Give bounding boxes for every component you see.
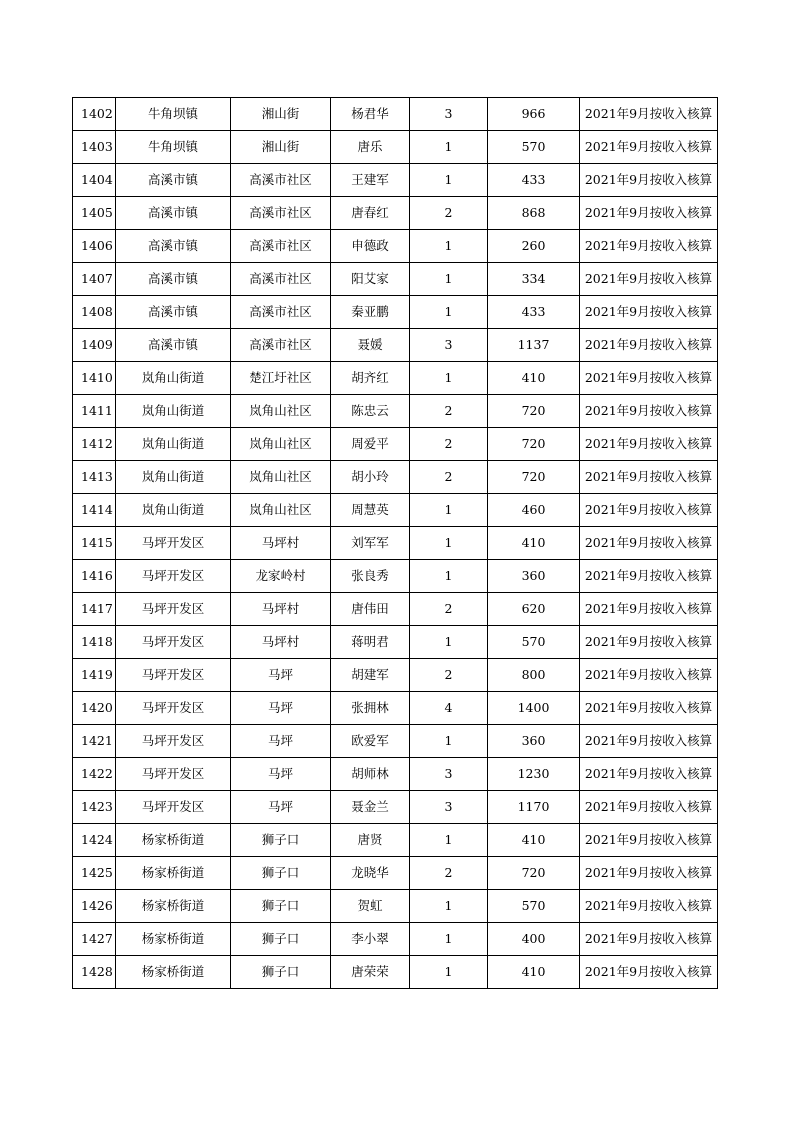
community-cell: 高溪市社区 xyxy=(231,263,331,296)
town-cell: 马坪开发区 xyxy=(116,692,231,725)
note-cell: 2021年9月按收入核算 xyxy=(580,923,718,956)
note-cell: 2021年9月按收入核算 xyxy=(580,857,718,890)
town-cell: 岚角山街道 xyxy=(116,461,231,494)
amount-cell: 570 xyxy=(488,890,580,923)
table-row xyxy=(73,494,718,527)
table-row xyxy=(73,560,718,593)
table-row xyxy=(73,296,718,329)
table-row xyxy=(73,593,718,626)
community-cell: 狮子口 xyxy=(231,923,331,956)
town-cell: 高溪市镇 xyxy=(116,164,231,197)
table-row xyxy=(73,758,718,791)
town-cell: 杨家桥街道 xyxy=(116,956,231,989)
note-cell: 2021年9月按收入核算 xyxy=(580,593,718,626)
records-table-body xyxy=(73,98,718,989)
household-size-cell: 1 xyxy=(410,560,488,593)
person-name-cell: 杨君华 xyxy=(331,98,410,131)
household-size-cell: 2 xyxy=(410,857,488,890)
record-number-cell: 1404 xyxy=(73,164,116,197)
note-cell: 2021年9月按收入核算 xyxy=(580,659,718,692)
note-cell: 2021年9月按收入核算 xyxy=(580,626,718,659)
record-number-cell: 1428 xyxy=(73,956,116,989)
community-cell: 高溪市社区 xyxy=(231,197,331,230)
community-cell: 龙家岭村 xyxy=(231,560,331,593)
town-cell: 马坪开发区 xyxy=(116,725,231,758)
record-number-cell: 1413 xyxy=(73,461,116,494)
town-cell: 马坪开发区 xyxy=(116,791,231,824)
town-cell: 马坪开发区 xyxy=(116,593,231,626)
record-number-cell: 1410 xyxy=(73,362,116,395)
person-name-cell: 唐乐 xyxy=(331,131,410,164)
community-cell: 狮子口 xyxy=(231,824,331,857)
note-cell: 2021年9月按收入核算 xyxy=(580,494,718,527)
community-cell: 岚角山社区 xyxy=(231,428,331,461)
person-name-cell: 唐伟田 xyxy=(331,593,410,626)
household-size-cell: 2 xyxy=(410,197,488,230)
community-cell: 马坪村 xyxy=(231,626,331,659)
record-number-cell: 1405 xyxy=(73,197,116,230)
person-name-cell: 王建军 xyxy=(331,164,410,197)
table-row xyxy=(73,131,718,164)
household-size-cell: 3 xyxy=(410,98,488,131)
amount-cell: 720 xyxy=(488,857,580,890)
community-cell: 马坪村 xyxy=(231,527,331,560)
note-cell: 2021年9月按收入核算 xyxy=(580,824,718,857)
household-size-cell: 1 xyxy=(410,956,488,989)
person-name-cell: 聂媛 xyxy=(331,329,410,362)
person-name-cell: 张拥林 xyxy=(331,692,410,725)
community-cell: 马坪 xyxy=(231,692,331,725)
table-row xyxy=(73,725,718,758)
amount-cell: 570 xyxy=(488,131,580,164)
person-name-cell: 贺虹 xyxy=(331,890,410,923)
note-cell: 2021年9月按收入核算 xyxy=(580,164,718,197)
record-number-cell: 1407 xyxy=(73,263,116,296)
community-cell: 高溪市社区 xyxy=(231,296,331,329)
person-name-cell: 周爱平 xyxy=(331,428,410,461)
person-name-cell: 秦亚鹏 xyxy=(331,296,410,329)
note-cell: 2021年9月按收入核算 xyxy=(580,692,718,725)
community-cell: 马坪村 xyxy=(231,593,331,626)
amount-cell: 410 xyxy=(488,956,580,989)
person-name-cell: 胡建军 xyxy=(331,659,410,692)
note-cell: 2021年9月按收入核算 xyxy=(580,527,718,560)
town-cell: 马坪开发区 xyxy=(116,758,231,791)
table-row xyxy=(73,527,718,560)
community-cell: 马坪 xyxy=(231,791,331,824)
person-name-cell: 周慧英 xyxy=(331,494,410,527)
person-name-cell: 刘军军 xyxy=(331,527,410,560)
household-size-cell: 1 xyxy=(410,164,488,197)
town-cell: 杨家桥街道 xyxy=(116,857,231,890)
note-cell: 2021年9月按收入核算 xyxy=(580,362,718,395)
amount-cell: 433 xyxy=(488,296,580,329)
household-size-cell: 1 xyxy=(410,923,488,956)
table-row xyxy=(73,164,718,197)
table-row xyxy=(73,395,718,428)
note-cell: 2021年9月按收入核算 xyxy=(580,758,718,791)
household-size-cell: 2 xyxy=(410,461,488,494)
person-name-cell: 胡师林 xyxy=(331,758,410,791)
town-cell: 马坪开发区 xyxy=(116,626,231,659)
person-name-cell: 陈忠云 xyxy=(331,395,410,428)
record-number-cell: 1425 xyxy=(73,857,116,890)
town-cell: 牛角坝镇 xyxy=(116,98,231,131)
amount-cell: 1230 xyxy=(488,758,580,791)
record-number-cell: 1412 xyxy=(73,428,116,461)
table-row xyxy=(73,857,718,890)
household-size-cell: 1 xyxy=(410,725,488,758)
household-size-cell: 1 xyxy=(410,527,488,560)
record-number-cell: 1418 xyxy=(73,626,116,659)
table-row xyxy=(73,956,718,989)
community-cell: 岚角山社区 xyxy=(231,494,331,527)
note-cell: 2021年9月按收入核算 xyxy=(580,131,718,164)
household-size-cell: 1 xyxy=(410,230,488,263)
record-number-cell: 1424 xyxy=(73,824,116,857)
community-cell: 湘山街 xyxy=(231,98,331,131)
town-cell: 高溪市镇 xyxy=(116,230,231,263)
household-size-cell: 1 xyxy=(410,131,488,164)
note-cell: 2021年9月按收入核算 xyxy=(580,395,718,428)
town-cell: 牛角坝镇 xyxy=(116,131,231,164)
record-number-cell: 1406 xyxy=(73,230,116,263)
household-size-cell: 1 xyxy=(410,494,488,527)
household-size-cell: 1 xyxy=(410,824,488,857)
household-size-cell: 3 xyxy=(410,791,488,824)
town-cell: 高溪市镇 xyxy=(116,296,231,329)
note-cell: 2021年9月按收入核算 xyxy=(580,329,718,362)
household-size-cell: 2 xyxy=(410,659,488,692)
community-cell: 马坪 xyxy=(231,758,331,791)
amount-cell: 720 xyxy=(488,428,580,461)
town-cell: 高溪市镇 xyxy=(116,197,231,230)
amount-cell: 620 xyxy=(488,593,580,626)
amount-cell: 410 xyxy=(488,824,580,857)
note-cell: 2021年9月按收入核算 xyxy=(580,98,718,131)
town-cell: 岚角山街道 xyxy=(116,428,231,461)
community-cell: 狮子口 xyxy=(231,890,331,923)
table-row xyxy=(73,659,718,692)
amount-cell: 360 xyxy=(488,560,580,593)
person-name-cell: 唐荣荣 xyxy=(331,956,410,989)
record-number-cell: 1423 xyxy=(73,791,116,824)
amount-cell: 400 xyxy=(488,923,580,956)
amount-cell: 1400 xyxy=(488,692,580,725)
table-row xyxy=(73,197,718,230)
household-size-cell: 3 xyxy=(410,329,488,362)
record-number-cell: 1417 xyxy=(73,593,116,626)
household-size-cell: 4 xyxy=(410,692,488,725)
community-cell: 高溪市社区 xyxy=(231,164,331,197)
record-number-cell: 1411 xyxy=(73,395,116,428)
record-number-cell: 1420 xyxy=(73,692,116,725)
household-size-cell: 1 xyxy=(410,362,488,395)
household-size-cell: 1 xyxy=(410,263,488,296)
community-cell: 岚角山社区 xyxy=(231,461,331,494)
note-cell: 2021年9月按收入核算 xyxy=(580,956,718,989)
note-cell: 2021年9月按收入核算 xyxy=(580,197,718,230)
note-cell: 2021年9月按收入核算 xyxy=(580,461,718,494)
town-cell: 马坪开发区 xyxy=(116,659,231,692)
records-table xyxy=(72,97,718,989)
amount-cell: 410 xyxy=(488,527,580,560)
community-cell: 马坪 xyxy=(231,725,331,758)
household-size-cell: 1 xyxy=(410,296,488,329)
person-name-cell: 申德政 xyxy=(331,230,410,263)
record-number-cell: 1421 xyxy=(73,725,116,758)
amount-cell: 966 xyxy=(488,98,580,131)
record-number-cell: 1403 xyxy=(73,131,116,164)
household-size-cell: 1 xyxy=(410,626,488,659)
amount-cell: 260 xyxy=(488,230,580,263)
person-name-cell: 胡齐红 xyxy=(331,362,410,395)
table-row xyxy=(73,692,718,725)
town-cell: 高溪市镇 xyxy=(116,329,231,362)
table-row xyxy=(73,791,718,824)
table-row xyxy=(73,263,718,296)
person-name-cell: 李小翠 xyxy=(331,923,410,956)
note-cell: 2021年9月按收入核算 xyxy=(580,296,718,329)
note-cell: 2021年9月按收入核算 xyxy=(580,560,718,593)
household-size-cell: 2 xyxy=(410,428,488,461)
town-cell: 岚角山街道 xyxy=(116,362,231,395)
community-cell: 马坪 xyxy=(231,659,331,692)
community-cell: 楚江圩社区 xyxy=(231,362,331,395)
person-name-cell: 蒋明君 xyxy=(331,626,410,659)
table-row xyxy=(73,428,718,461)
record-number-cell: 1414 xyxy=(73,494,116,527)
amount-cell: 460 xyxy=(488,494,580,527)
person-name-cell: 聂金兰 xyxy=(331,791,410,824)
note-cell: 2021年9月按收入核算 xyxy=(580,263,718,296)
table-row xyxy=(73,626,718,659)
amount-cell: 570 xyxy=(488,626,580,659)
household-size-cell: 2 xyxy=(410,593,488,626)
amount-cell: 1170 xyxy=(488,791,580,824)
town-cell: 岚角山街道 xyxy=(116,494,231,527)
amount-cell: 433 xyxy=(488,164,580,197)
amount-cell: 360 xyxy=(488,725,580,758)
town-cell: 杨家桥街道 xyxy=(116,890,231,923)
note-cell: 2021年9月按收入核算 xyxy=(580,890,718,923)
table-row xyxy=(73,824,718,857)
town-cell: 马坪开发区 xyxy=(116,527,231,560)
household-size-cell: 1 xyxy=(410,890,488,923)
amount-cell: 1137 xyxy=(488,329,580,362)
record-number-cell: 1416 xyxy=(73,560,116,593)
town-cell: 高溪市镇 xyxy=(116,263,231,296)
community-cell: 岚角山社区 xyxy=(231,395,331,428)
person-name-cell: 张良秀 xyxy=(331,560,410,593)
household-size-cell: 2 xyxy=(410,395,488,428)
table-row xyxy=(73,329,718,362)
community-cell: 狮子口 xyxy=(231,956,331,989)
amount-cell: 868 xyxy=(488,197,580,230)
record-number-cell: 1415 xyxy=(73,527,116,560)
amount-cell: 800 xyxy=(488,659,580,692)
person-name-cell: 阳艾家 xyxy=(331,263,410,296)
table-row xyxy=(73,362,718,395)
note-cell: 2021年9月按收入核算 xyxy=(580,230,718,263)
record-number-cell: 1419 xyxy=(73,659,116,692)
record-number-cell: 1402 xyxy=(73,98,116,131)
table-row xyxy=(73,890,718,923)
table-row xyxy=(73,923,718,956)
record-number-cell: 1409 xyxy=(73,329,116,362)
community-cell: 湘山街 xyxy=(231,131,331,164)
amount-cell: 410 xyxy=(488,362,580,395)
person-name-cell: 唐贤 xyxy=(331,824,410,857)
person-name-cell: 龙晓华 xyxy=(331,857,410,890)
town-cell: 马坪开发区 xyxy=(116,560,231,593)
note-cell: 2021年9月按收入核算 xyxy=(580,725,718,758)
person-name-cell: 欧爱军 xyxy=(331,725,410,758)
record-number-cell: 1422 xyxy=(73,758,116,791)
town-cell: 杨家桥街道 xyxy=(116,923,231,956)
community-cell: 高溪市社区 xyxy=(231,329,331,362)
amount-cell: 720 xyxy=(488,461,580,494)
community-cell: 高溪市社区 xyxy=(231,230,331,263)
person-name-cell: 胡小玲 xyxy=(331,461,410,494)
amount-cell: 720 xyxy=(488,395,580,428)
town-cell: 岚角山街道 xyxy=(116,395,231,428)
note-cell: 2021年9月按收入核算 xyxy=(580,428,718,461)
household-size-cell: 3 xyxy=(410,758,488,791)
record-number-cell: 1427 xyxy=(73,923,116,956)
amount-cell: 334 xyxy=(488,263,580,296)
table-row xyxy=(73,98,718,131)
record-number-cell: 1408 xyxy=(73,296,116,329)
record-number-cell: 1426 xyxy=(73,890,116,923)
town-cell: 杨家桥街道 xyxy=(116,824,231,857)
table-row xyxy=(73,461,718,494)
note-cell: 2021年9月按收入核算 xyxy=(580,791,718,824)
person-name-cell: 唐春红 xyxy=(331,197,410,230)
community-cell: 狮子口 xyxy=(231,857,331,890)
table-row xyxy=(73,230,718,263)
